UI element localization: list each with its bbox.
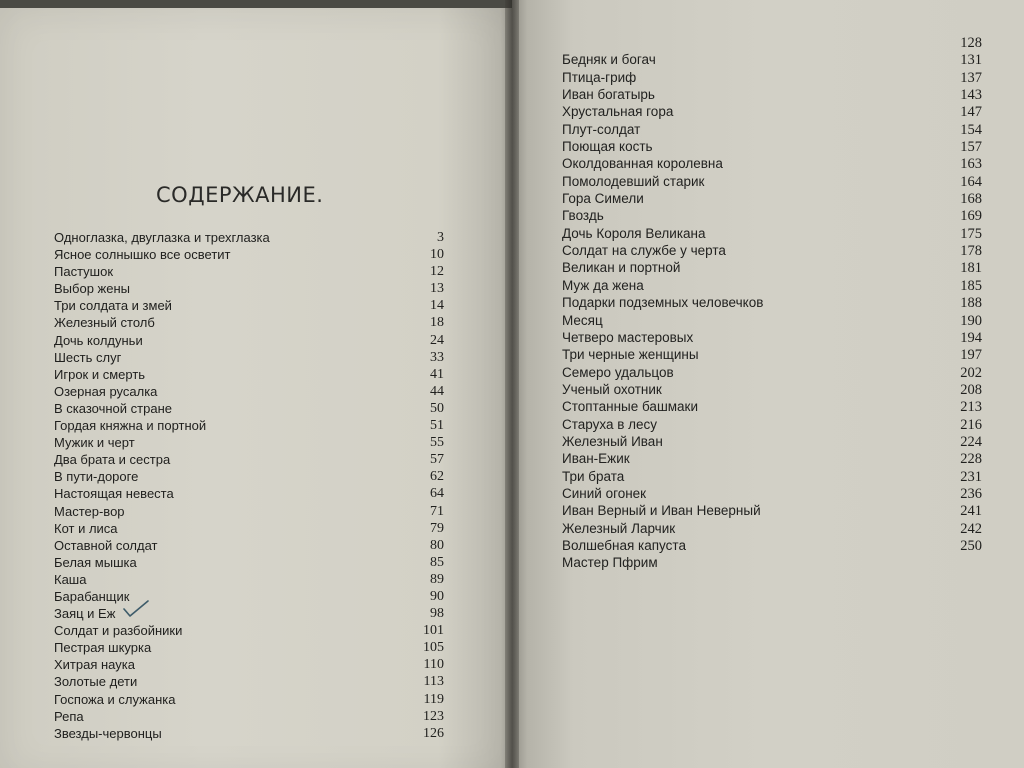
entry-page-number: 13 xyxy=(430,281,444,297)
contents-entry xyxy=(562,330,982,347)
entry-page-number: 55 xyxy=(430,435,444,451)
entry-page-number: 228 xyxy=(960,451,982,468)
entry-title: Солдат на службе у черта xyxy=(562,243,726,259)
entry-page-number: 90 xyxy=(430,588,444,604)
entry-title: Барабанщик xyxy=(54,588,130,604)
entry-page-number: 80 xyxy=(430,537,444,553)
contents-entry xyxy=(562,521,982,538)
entry-page-number: 3 xyxy=(437,230,444,245)
contents-entry xyxy=(54,247,444,264)
contents-entry xyxy=(562,122,982,139)
entry-title: В пути-дороге xyxy=(54,469,139,485)
entry-title: Настоящая невеста xyxy=(54,486,174,502)
contents-entry xyxy=(562,243,982,260)
contents-entry xyxy=(562,538,982,555)
left-contents-list xyxy=(54,230,444,743)
entry-title: Помолодевший старик xyxy=(562,173,705,189)
entry-page-number: 41 xyxy=(430,366,444,382)
entry-page-number: 216 xyxy=(960,416,982,433)
contents-entry xyxy=(562,382,982,399)
entry-title: Мужик и черт xyxy=(54,435,135,451)
entry-page-number: 51 xyxy=(430,418,444,434)
entry-page-number: 169 xyxy=(960,208,982,225)
entry-title: Мастер Пфрим xyxy=(562,555,658,571)
entry-title: Ясное солнышко все осветит xyxy=(54,247,231,263)
contents-entry xyxy=(54,350,444,367)
entry-title: Стоптанные башмаки xyxy=(562,399,699,415)
entry-title: Шесть слуг xyxy=(54,349,122,365)
contents-entry xyxy=(54,640,444,657)
pencil-checkmark-icon xyxy=(122,599,150,619)
entry-page-number: 79 xyxy=(430,520,444,536)
entry-page-number: 18 xyxy=(430,315,444,331)
contents-entry xyxy=(54,298,444,315)
entry-title: Хитрая наука xyxy=(54,657,135,673)
entry-title: Подарки подземных человечков xyxy=(562,295,764,311)
entry-page-number: 128 xyxy=(960,35,982,51)
entry-title: Месяц xyxy=(562,312,603,328)
entry-page-number: 157 xyxy=(960,139,982,156)
contents-entry xyxy=(54,452,444,469)
entry-title: Заяц и Еж xyxy=(54,606,116,622)
contents-entry xyxy=(562,208,982,225)
contents-entry xyxy=(54,469,444,486)
entry-page-number: 241 xyxy=(960,503,982,520)
contents-entry xyxy=(54,435,444,452)
entry-page-number: 242 xyxy=(960,520,982,537)
contents-entry xyxy=(562,365,982,382)
entry-title: Четверо мастеровых xyxy=(562,329,694,345)
contents-entry xyxy=(562,313,982,330)
entry-page-number: 236 xyxy=(960,485,982,502)
entry-title: Семеро удальцов xyxy=(562,364,674,380)
entry-title: Синий огонек xyxy=(562,485,647,501)
entry-page-number: 178 xyxy=(960,243,982,260)
contents-entry xyxy=(562,174,982,191)
entry-page-number: 113 xyxy=(423,674,444,690)
entry-title: Оставной солдат xyxy=(54,537,158,553)
entry-page-number: 12 xyxy=(430,264,444,280)
entry-page-number: 185 xyxy=(960,277,982,294)
entry-title: Озерная русалка xyxy=(54,383,158,399)
entry-page-number: 24 xyxy=(430,332,444,348)
entry-title: Солдат и разбойники xyxy=(54,623,183,639)
entry-page-number: 101 xyxy=(423,623,444,639)
contents-entry xyxy=(562,35,982,52)
contents-entry xyxy=(54,589,444,606)
contents-entry xyxy=(54,418,444,435)
contents-entry xyxy=(54,486,444,503)
contents-entry xyxy=(562,417,982,434)
contents-entry xyxy=(562,104,982,121)
entry-page-number: 33 xyxy=(430,349,444,365)
contents-entry xyxy=(562,347,982,364)
entry-title: Ученый охотник xyxy=(562,381,662,397)
contents-entry xyxy=(54,623,444,640)
entry-title: Одноглазка, двуглазка и трехглазка xyxy=(54,230,270,245)
entry-title: Репа xyxy=(54,708,84,724)
contents-entry xyxy=(54,504,444,521)
entry-page-number: 147 xyxy=(960,104,982,121)
entry-title: Гора Симели xyxy=(562,191,644,207)
entry-page-number: 50 xyxy=(430,400,444,416)
entry-title: Волшебная капуста xyxy=(562,537,686,553)
entry-page-number: 213 xyxy=(960,399,982,416)
entry-title: В сказочной стране xyxy=(54,400,172,416)
entry-title: Игрок и смерть xyxy=(54,366,146,382)
entry-title: Птица-гриф xyxy=(562,69,637,85)
entry-title: Три брата xyxy=(562,468,625,484)
contents-entry xyxy=(562,87,982,104)
entry-title: Золотые дети xyxy=(54,674,138,690)
entry-page-number: 190 xyxy=(960,312,982,329)
contents-entry xyxy=(54,333,444,350)
entry-page-number: 163 xyxy=(960,156,982,173)
contents-entry xyxy=(54,709,444,726)
entry-page-number: 231 xyxy=(960,468,982,485)
contents-entry xyxy=(54,538,444,555)
entry-title: Госпожа и служанка xyxy=(54,691,176,707)
contents-entry xyxy=(54,315,444,332)
entry-page-number: 137 xyxy=(960,69,982,86)
entry-title: Каша xyxy=(54,571,87,587)
entry-page-number: 202 xyxy=(960,364,982,381)
contents-heading: СОДЕРЖАНИЕ. xyxy=(156,183,324,207)
contents-entry xyxy=(562,260,982,277)
entry-title: Дочь колдуньи xyxy=(54,332,143,348)
entry-title: Железный столб xyxy=(54,315,155,331)
entry-title: Хрустальная гора xyxy=(562,104,674,120)
entry-title: Иван-Ежик xyxy=(562,451,630,467)
contents-entry xyxy=(562,486,982,503)
entry-title: Околдованная королевна xyxy=(562,156,723,172)
entry-title: Кот и лиса xyxy=(54,520,118,536)
contents-entry xyxy=(562,52,982,69)
entry-page-number: 175 xyxy=(960,225,982,242)
contents-entry xyxy=(562,399,982,416)
contents-entry xyxy=(562,226,982,243)
contents-entry xyxy=(54,572,444,589)
contents-entry xyxy=(54,555,444,572)
entry-page-number: 224 xyxy=(960,433,982,450)
entry-title: Железный Иван xyxy=(562,433,663,449)
entry-page-number: 10 xyxy=(430,247,444,263)
contents-entry xyxy=(54,726,444,743)
entry-title: Три солдата и змей xyxy=(54,298,172,314)
entry-page-number: 62 xyxy=(430,469,444,485)
entry-page-number: 188 xyxy=(960,295,982,312)
contents-entry xyxy=(54,281,444,298)
contents-entry xyxy=(562,434,982,451)
entry-title: Мастер-вор xyxy=(54,503,125,519)
entry-page-number: 181 xyxy=(960,260,982,277)
contents-entry xyxy=(54,401,444,418)
entry-title: Иван богатырь xyxy=(562,87,655,103)
entry-page-number: 208 xyxy=(960,381,982,398)
entry-title: Гвоздь xyxy=(562,208,604,224)
entry-title: Муж да жена xyxy=(562,277,644,293)
entry-title: Бедняк и богач xyxy=(562,52,656,68)
contents-entry xyxy=(54,264,444,281)
entry-page-number: 14 xyxy=(430,298,444,314)
entry-page-number: 126 xyxy=(423,725,444,741)
right-contents-list xyxy=(562,35,982,573)
entry-title: Иван Верный и Иван Неверный xyxy=(562,503,761,519)
entry-page-number: 250 xyxy=(960,537,982,554)
entry-page-number: 98 xyxy=(430,606,444,622)
entry-page-number: 89 xyxy=(430,571,444,587)
entry-title: Пестрая шкурка xyxy=(54,640,152,656)
contents-entry xyxy=(54,674,444,691)
book-gutter xyxy=(505,0,519,768)
contents-entry xyxy=(562,70,982,87)
entry-page-number: 110 xyxy=(423,657,444,673)
contents-entry xyxy=(54,384,444,401)
entry-title: Великан и портной xyxy=(562,260,681,276)
entry-page-number: 57 xyxy=(430,452,444,468)
entry-page-number: 168 xyxy=(960,191,982,208)
contents-entry xyxy=(562,503,982,520)
entry-page-number: 85 xyxy=(430,554,444,570)
entry-title: Старуха в лесу xyxy=(562,416,658,432)
contents-entry xyxy=(562,469,982,486)
entry-title: Поющая кость xyxy=(562,139,653,155)
contents-entry xyxy=(54,367,444,384)
entry-page-number: 119 xyxy=(423,691,444,707)
entry-title: Белая мышка xyxy=(54,554,137,570)
contents-entry xyxy=(54,230,444,247)
contents-entry xyxy=(562,295,982,312)
contents-entry xyxy=(54,657,444,674)
contents-entry xyxy=(54,521,444,538)
contents-entry xyxy=(562,555,982,572)
entry-title: Железный Ларчик xyxy=(562,520,676,536)
entry-title: Плут-солдат xyxy=(562,121,641,137)
entry-title: Звезды-червонцы xyxy=(54,725,162,741)
entry-title: Два брата и сестра xyxy=(54,452,171,468)
entry-page-number: 143 xyxy=(960,87,982,104)
contents-entry xyxy=(562,191,982,208)
contents-entry xyxy=(54,692,444,709)
entry-page-number: 164 xyxy=(960,173,982,190)
entry-page-number: 64 xyxy=(430,486,444,502)
entry-page-number: 194 xyxy=(960,329,982,346)
entry-page-number: 44 xyxy=(430,383,444,399)
entry-title: Выбор жены xyxy=(54,281,130,297)
contents-entry xyxy=(562,451,982,468)
entry-page-number: 197 xyxy=(960,347,982,364)
entry-page-number: 123 xyxy=(423,708,444,724)
entry-page-number: 71 xyxy=(430,503,444,519)
contents-entry xyxy=(562,278,982,295)
contents-entry xyxy=(54,606,444,623)
entry-page-number: 105 xyxy=(423,640,444,656)
entry-title: Три черные женщины xyxy=(562,347,699,363)
entry-title: Пастушок xyxy=(54,264,114,280)
entry-page-number: 154 xyxy=(960,121,982,138)
entry-title: Гордая княжна и портной xyxy=(54,418,207,434)
entry-title: Дочь Короля Великана xyxy=(562,225,706,241)
contents-entry xyxy=(562,139,982,156)
entry-page-number: 131 xyxy=(960,52,982,69)
contents-entry xyxy=(562,156,982,173)
